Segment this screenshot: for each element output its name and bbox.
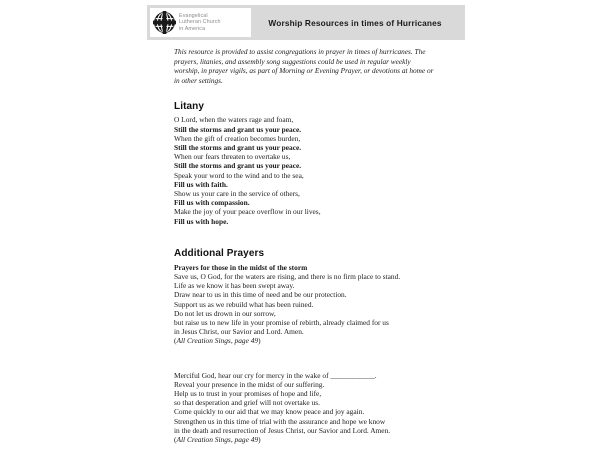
elca-globe-cross-icon [153,11,176,34]
litany-lines [174,115,436,225]
elca-logo-line-3: in America [179,25,206,32]
prayer-line: Merciful God, hear our cry for mercy in the wake of ____________. [174,370,377,380]
citation-page: page 49 [234,336,259,346]
prayer-line: Come quickly to our aid that we may know peace and joy again. [174,407,365,417]
elca-logo-line-1: Evangelical [179,12,208,19]
prayer-citation: (All Creation Sings, page 49) [174,435,261,445]
litany-line: Speak your word to the wind and to the sea, [174,170,304,180]
elca-logo-wordmark [179,13,221,33]
prayer-line: Help us to trust in your promises of hope and life, [174,389,322,399]
page-title: Worship Resources in times of Hurricanes [268,17,442,28]
litany-line: When the gift of creation becomes burden, [174,133,301,143]
prayer-line: Do not let us drown in our sorrow, [174,308,276,318]
citation-page: page 49 [234,435,259,445]
litany-line: O Lord, when the waters rage and foam, [174,115,294,125]
prayer-line: Support us as we rebuild what has been ruined. [174,299,314,309]
additional-prayers-section [174,248,436,444]
prayer-line: so that desperation and grief will not overtake us. [174,398,320,408]
litany-line: Still the storms and grant us your peace. [174,124,302,134]
prayer-citation: (All Creation Sings, page 49) [174,336,261,346]
litany-line: When our fears threaten to overtake us, [174,152,291,162]
litany-section [174,101,436,225]
prayer-subheading: Prayers for those in the midst of the storm [174,262,308,272]
litany-line: Fill us with faith. [174,179,228,189]
prayer-block [174,263,436,346]
litany-line: Still the storms and grant us your peace. [174,161,302,171]
litany-line: Fill us with hope. [174,216,229,226]
elca-logo [150,8,251,37]
citation-work: All Creation Sings [176,435,231,445]
additional-prayers-heading: Additional Prayers [174,247,265,259]
document-body [174,47,436,458]
prayer-block [174,371,436,445]
litany-line: Show us your care in the service of others, [174,189,300,198]
intro-paragraph: This resource is provided to assist congregations in prayer in times of hurricanes. The prayers, litanies, and assembly song suggestions could be used in regular weekly worship, in prayer vigils, as part of Morning or Evening Prayer, or devotions at home or in other settings. [174,47,434,85]
prayer-line: Draw near to us in this time of need and be our protection. [174,290,347,300]
litany-heading: Litany [174,101,205,113]
prayer-line: Reveal your presence in the midst of our suffering. [174,379,325,389]
prayer-line: in Jesus Christ, our Savior and Lord. Amen. [174,327,304,337]
prayer-spacer [174,360,436,371]
elca-logo-line-2: Lutheran Church [179,19,221,26]
prayer-line: in the death and resurrection of Jesus Christ, our Savior and Lord. Amen. [174,425,391,435]
prayer-line: Life as we know it has been swept away. [174,281,295,291]
litany-line: Still the storms and grant us your peace. [174,142,302,152]
litany-line: Fill us with compassion. [174,198,250,208]
prayer-line: Save us, O God, for the waters are rising, and there is no firm place to stand. [174,272,401,282]
document-header-band [147,5,465,40]
prayer-line: but raise us to new life in your promise of rebirth, already claimed for us [174,318,389,328]
citation-work: All Creation Sings [176,336,231,346]
prayer-line: Strengthen us in this time of trial with the assurance and hope we know [174,416,386,426]
litany-line: Make the joy of your peace overflow in our lives, [174,207,321,217]
